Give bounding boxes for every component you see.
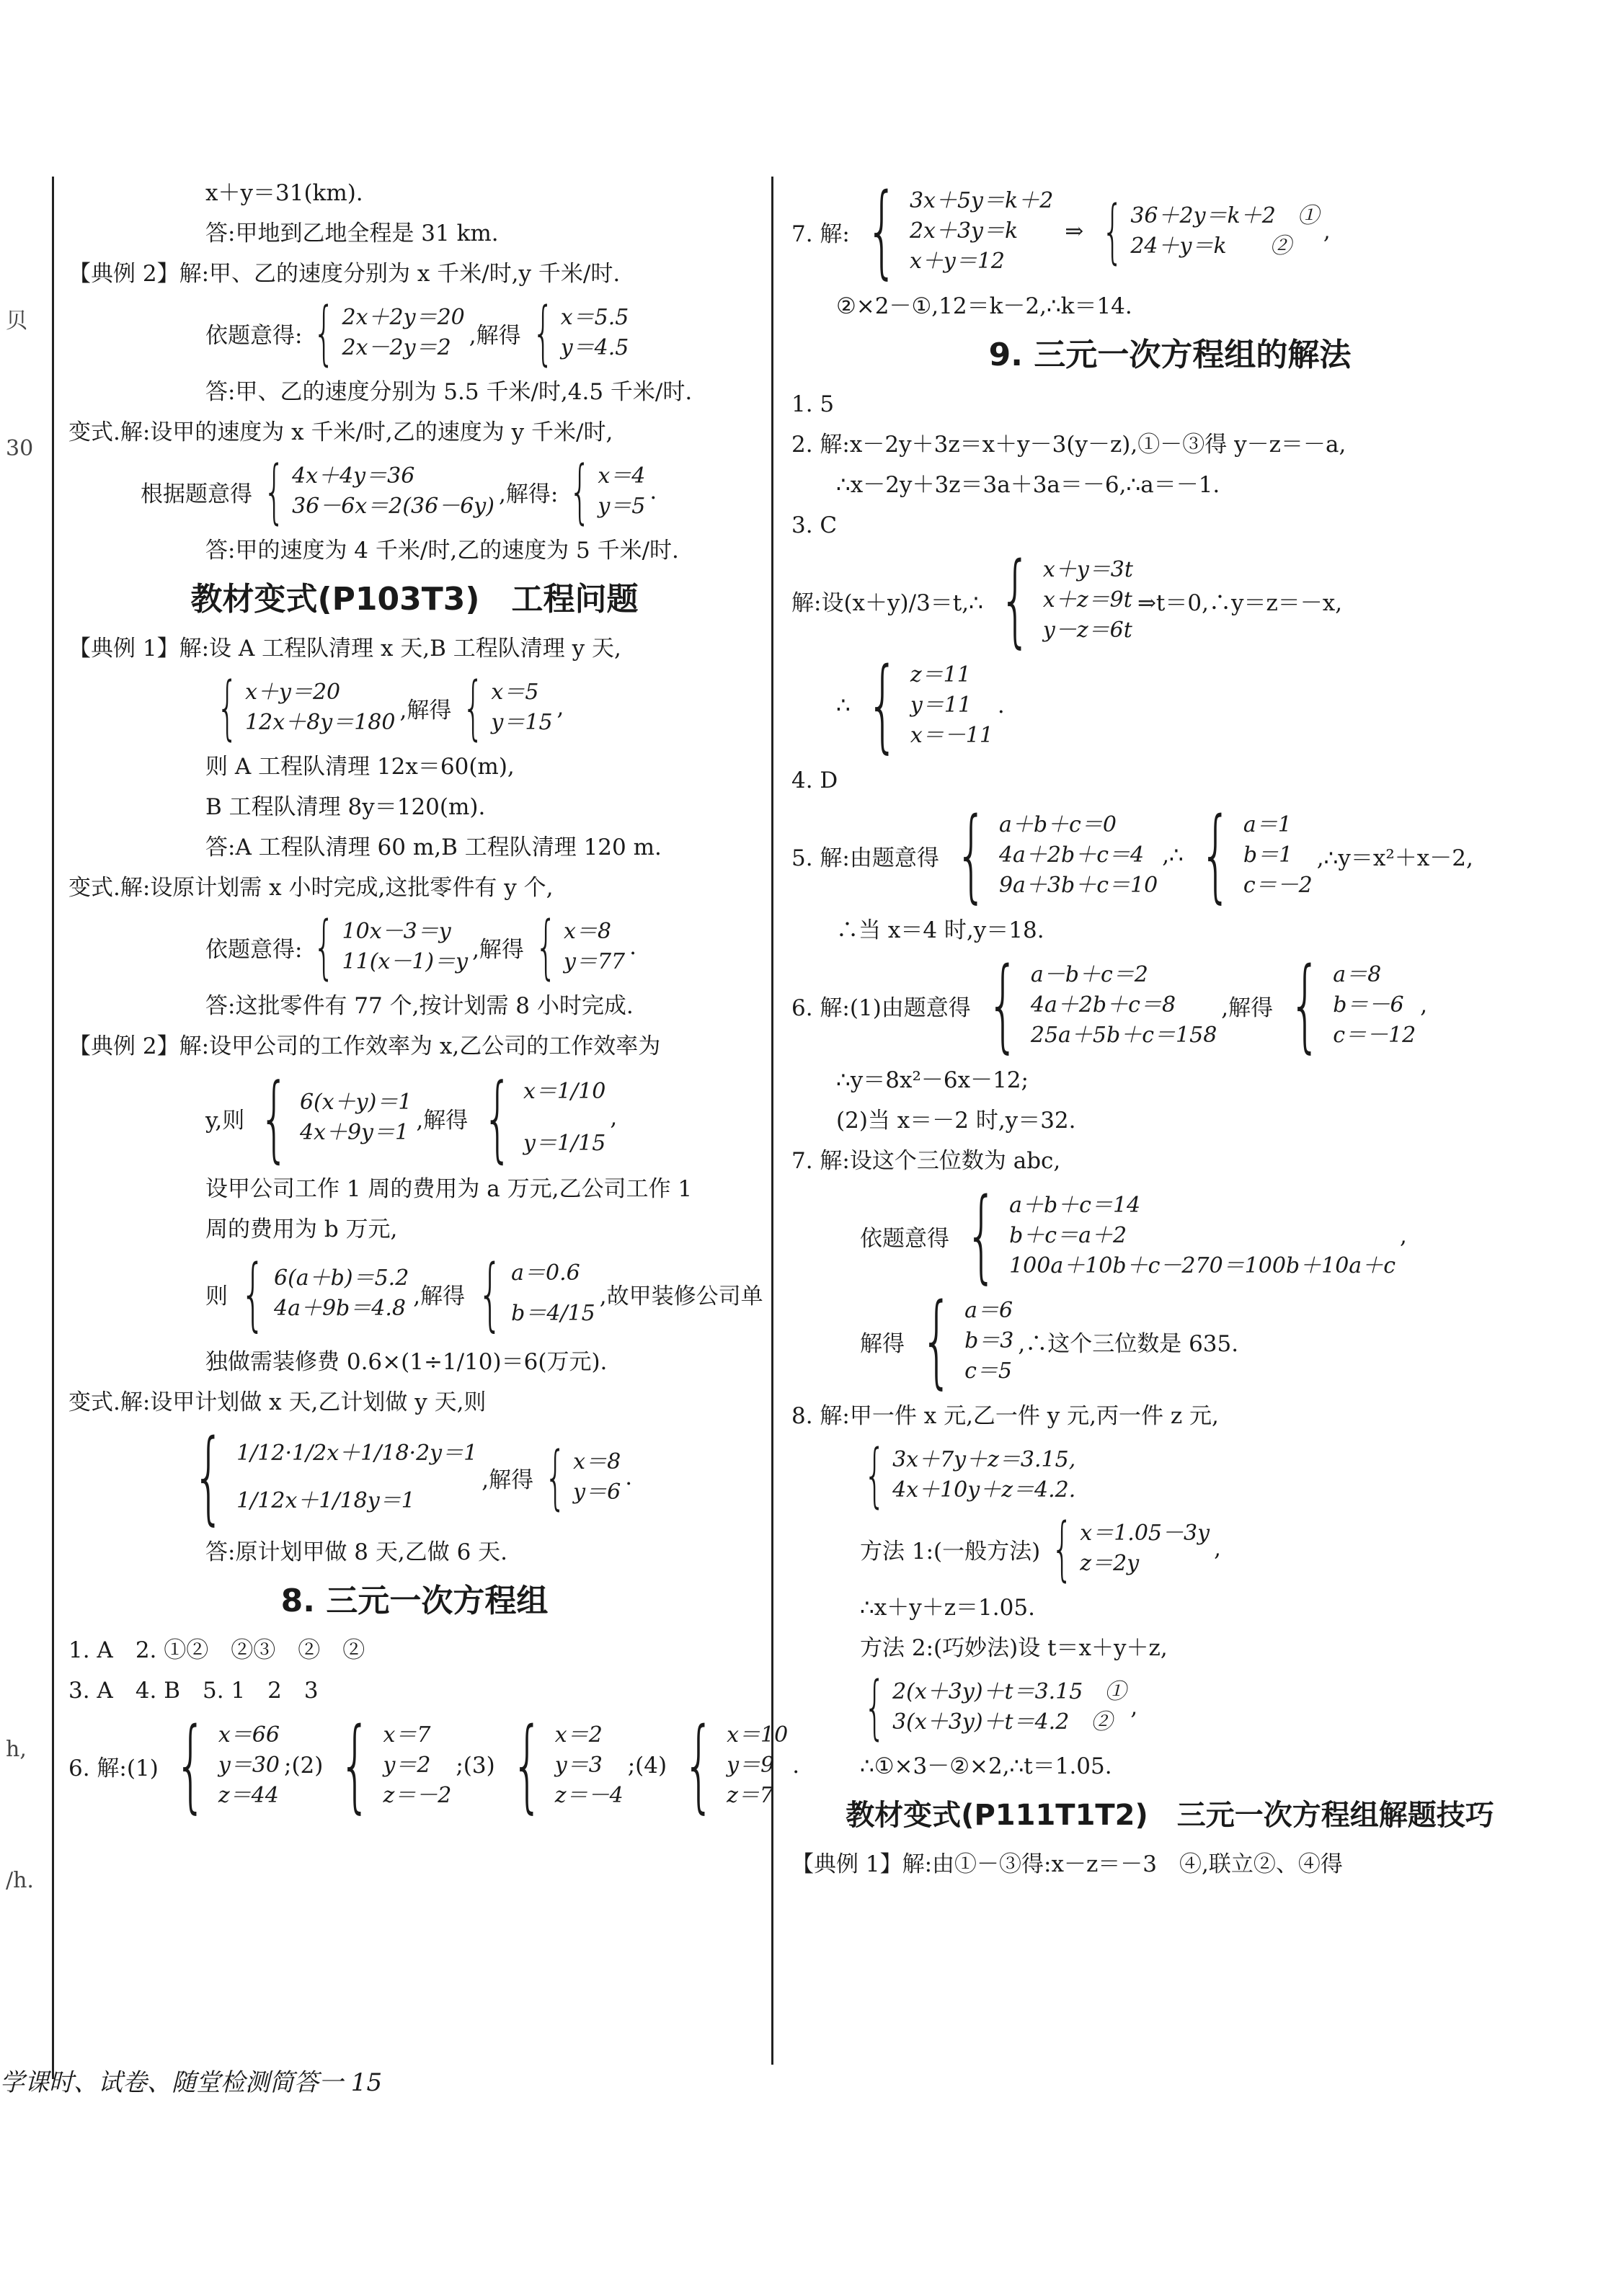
example-line: 【典例 1】解:设 A 工程队清理 x 天,B 工程队清理 y 天, [68, 636, 621, 662]
example-line: 【典例 2】解:甲、乙的速度分别为 x 千米/时,y 千米/时. [68, 261, 621, 287]
equation-line: 依题意得: { 10x－3＝y 11(x－1)＝y ,解得 { x＝8 y＝77 . [205, 907, 636, 987]
answer-line: 2. 解:x－2y＋3z＝x＋y－3(y－z),①－③得 y－z＝－a, [791, 432, 1346, 458]
text-line: 设甲公司工作 1 周的费用为 a 万元,乙公司工作 1 [205, 1176, 693, 1202]
equation-line: 根据题意得 { 4x＋4y＝36 36－6x＝2(36－6y) ,解得: { x＝4 y＝5 . [141, 451, 657, 532]
answer-line: 1. 5 [791, 391, 835, 417]
equation-line: 7. 解: { 3x＋5y＝k＋2 2x＋3y＝k x＋y＝12 ⇒ { 36＋2y＝k＋2 ① 24＋y＝k ② , [791, 172, 1331, 290]
margin-mark: /h. [6, 1868, 34, 1893]
text-line: 答:这批零件有 77 个,按计划需 8 小时完成. [205, 993, 634, 1019]
equation-line: { 3x＋7y＋z＝3.15, 4x＋10y＋z＝4.2. [864, 1435, 1076, 1516]
text-line: (2)当 x＝－2 时,y＝32. [836, 1108, 1076, 1134]
section-heading: 教材变式(P103T3) 工程问题 [190, 581, 639, 618]
example-line: 【典例 2】解:设甲公司的工作效率为 x,乙公司的工作效率为 [68, 1033, 661, 1059]
equation-line: 解:设(x＋y)/3＝t,∴ { x＋y＝3t x＋z＝9t y－z＝6t ⇒t＝0,∴y＝z＝－x, [791, 541, 1343, 659]
margin-mark: 30 [6, 436, 34, 461]
text-line: ②×2－①,12＝k－2,∴k＝14. [836, 293, 1132, 319]
text-line: x＋y＝31(km). [205, 180, 363, 206]
text-line: 方法 2:(巧妙法)设 t＝x＋y＋z, [860, 1635, 1168, 1661]
example-line: 【典例 1】解:由①－③得:x－z＝－3 ④,联立②、④得 [791, 1851, 1343, 1877]
text-line: ∴①×3－②×2,∴t＝1.05. [860, 1753, 1112, 1779]
text-line: 独做需装修费 0.6×(1÷1/10)＝6(万元). [205, 1349, 608, 1375]
equation-line: ∴ { z＝11 y＝11 x＝－11 . [836, 646, 1005, 764]
equation-line: y,则 { 6(x＋y)＝1 4x＋9y＝1 ,解得 { x＝1/10 y＝1/15 , [205, 1063, 618, 1173]
equation-line: 方法 1:(一般方法) { x＝1.05－3y z＝2y , [860, 1508, 1221, 1589]
text-line: ∴当 x＝4 时,y＝18. [836, 917, 1044, 943]
text-line: ∴y＝8x²－6x－12; [836, 1067, 1029, 1093]
text-line: 答:原计划甲做 8 天,乙做 6 天. [205, 1539, 508, 1565]
text-line: 答:甲地到乙地全程是 31 km. [205, 221, 499, 246]
equation-line: { 2(x＋3y)＋t＝3.15 ① 3(x＋3y)＋t＝4.2 ② , [864, 1667, 1138, 1748]
answer-line: 7. 解:设这个三位数为 abc, [791, 1148, 1061, 1174]
equation-line: 依题意得 { a＋b＋c＝14 b＋c＝a＋2 100a＋10b＋c－270＝100b＋10a＋c , [860, 1177, 1407, 1294]
equation-line: 6. 解:(1) { x＝66 y＝30 z＝44 ;(2) { x＝7 y＝2 z＝－2 ;(3) { x＝2 y＝3 z＝－4 ;(4) { x＝10 y＝9 z＝7 . [68, 1707, 800, 1824]
variant-line: 变式.解:设原计划需 x 小时完成,这批零件有 y 个, [68, 875, 554, 901]
answer-line: 8. 解:甲一件 x 元,乙一件 y 元,丙一件 z 元, [791, 1403, 1219, 1429]
text-line: B 工程队清理 8y＝120(m). [205, 794, 486, 820]
text-line: 则 A 工程队清理 12x＝60(m), [205, 754, 515, 780]
answer-line: 1. A 2. ①② ②③ ② ② [68, 1637, 365, 1663]
section-heading: 8. 三元一次方程组 [280, 1583, 549, 1619]
equation-line: 解得 { a＝6 b＝3 c＝5 ,∴这个三位数是 635. [860, 1282, 1239, 1400]
equation-line: 则 { 6(a＋b)＝5.2 4a＋9b＝4.8 ,解得 { a＝0.6 b＝4/15 ,故甲装修公司单 [205, 1247, 763, 1340]
equation-line: 6. 解:(1)由题意得 { a－b＋c＝2 4a＋2b＋c＝8 25a＋5b＋c＝158 ,解得 { a＝8 b＝－6 c＝－12 , [791, 946, 1428, 1064]
text-line: ∴x－2y＋3z＝3a＋3a＝－6,∴a＝－1. [836, 472, 1220, 498]
text-line: 答:A 工程队清理 60 m,B 工程队清理 120 m. [205, 835, 662, 860]
variant-line: 变式.解:设甲计划做 x 天,乙计划做 y 天,则 [68, 1389, 487, 1415]
variant-line: 变式.解:设甲的速度为 x 千米/时,乙的速度为 y 千米/时, [68, 419, 613, 445]
equation-line: 依题意得: { 2x＋2y＝20 2x－2y＝2 ,解得 { x＝5.5 y＝4.5 [205, 293, 629, 373]
left-margin-rule [52, 177, 54, 2079]
answer-line: 3. C [791, 512, 838, 538]
text-line: ∴x＋y＋z＝1.05. [860, 1595, 1035, 1621]
equation-line: { x＋y＝20 12x＋8y＝180 ,解得 { x＝5 y＝15 , [216, 667, 564, 748]
left-column [68, 173, 800, 1824]
answer-line: 3. A 4. B 5. 1 2 3 [68, 1678, 319, 1704]
text-line: 周的费用为 b 万元, [205, 1216, 398, 1242]
page-footer: 学课时、试卷、随堂检测简答一 15 [0, 2068, 383, 2097]
text-line: 答:甲、乙的速度分别为 5.5 千米/时,4.5 千米/时. [205, 379, 693, 405]
right-column [791, 172, 1548, 1885]
margin-mark: 贝 [6, 308, 27, 334]
answer-line: 4. D [791, 767, 838, 793]
equation-line: 5. 解:由题意得 { a＋b＋c＝0 4a＋2b＋c＝4 9a＋3b＋c＝10 ,∴ { a＝1 b＝1 c＝－2 ,∴y＝x²＋x－2, [791, 796, 1473, 914]
text-line: 答:甲的速度为 4 千米/时,乙的速度为 5 千米/时. [205, 538, 679, 564]
equation-line: { 1/12·1/2x＋1/18·2y＝1 1/12x＋1/18y＝1 ,解得 { x＝8 y＝6 . [192, 1418, 633, 1536]
margin-mark: h, [6, 1737, 27, 1762]
section-heading: 教材变式(P111T1T2) 三元一次方程组解题技巧 [846, 1799, 1494, 1832]
section-heading: 9. 三元一次方程组的解法 [988, 337, 1352, 373]
